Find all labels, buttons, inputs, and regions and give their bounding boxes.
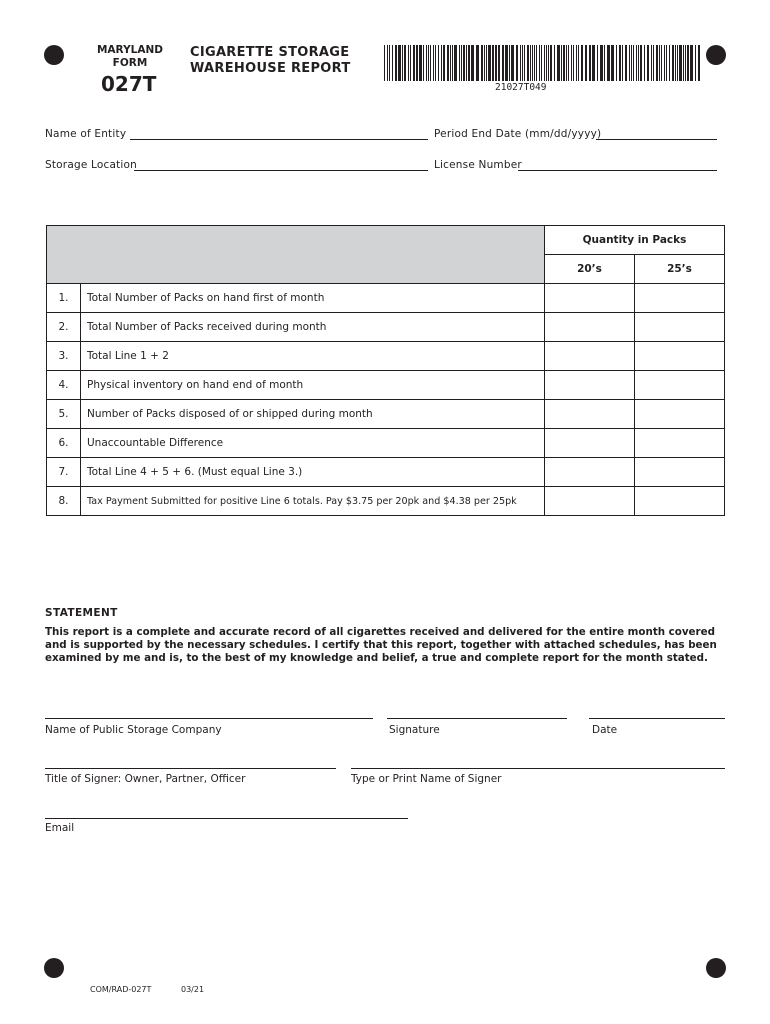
barcode-bar [640,45,642,81]
barcode-bar [611,45,614,81]
line-description: Total Line 1 + 2 [81,342,545,371]
barcode-bar [616,45,617,81]
barcode-bar [450,45,451,81]
state-label: MARYLAND [96,44,163,56]
barcode-bar [428,45,429,81]
barcode-bar [679,45,682,81]
company-name-field[interactable] [45,718,373,719]
statement-text [45,626,725,665]
barcode-bar [498,45,500,81]
barcode-bar [435,45,436,81]
statement-line: This report is a complete and accurate record of all cigarettes received and delivered for the entire month covered [45,626,715,638]
barcode-bar [607,45,610,81]
barcode-bar [581,45,583,81]
line-7-25s-input[interactable] [635,458,725,487]
line-number: 6. [47,429,81,458]
barcode-bar [578,45,579,81]
barcode-bar [459,45,460,81]
statement-line: and is supported by the necessary schedules. I certify that this report, together with attached schedules, has been [45,639,717,651]
signature-label: Signature [389,724,440,736]
barcode-bar [672,45,674,81]
line-number: 2. [47,313,81,342]
barcode-bar [389,45,390,81]
barcode-bar [423,45,424,81]
email-field[interactable] [45,818,408,819]
line-number: 7. [47,458,81,487]
signer-title-field[interactable] [45,768,336,769]
registration-mark-top-left [44,45,64,65]
barcode-bar [600,45,603,81]
barcode-bar [454,45,457,81]
barcode-bar [698,45,700,81]
barcode-bar [638,45,639,81]
line-description: Total Number of Packs received during month [81,313,545,342]
print-name-label: Type or Print Name of Signer [351,773,502,785]
barcode-bar [629,45,630,81]
statement-line: examined by me and is, to the best of my knowledge and belief, a true and complete report for the month stated. [45,652,708,664]
barcode-bar [669,45,670,81]
barcode-bar [530,45,531,81]
table-row [47,342,725,371]
barcode-bar [664,45,665,81]
barcode-bar [536,45,537,81]
barcode-bar [619,45,621,81]
print-name-field[interactable] [351,768,725,769]
form-title [190,45,351,77]
barcode-bar [419,45,422,81]
barcode-bar [622,45,623,81]
form-number: 027T [101,72,157,96]
barcode-bar [402,45,403,81]
col-20s-header: 20’s [545,255,635,284]
barcode-bar [441,45,442,81]
line-2-25s-input[interactable] [635,313,725,342]
location-label: Storage Location [45,159,138,171]
barcode-bar [597,45,598,81]
table-header-shaded [47,226,545,284]
barcode-bar [516,45,518,81]
title-line-2: WAREHOUSE REPORT [190,61,351,76]
barcode-bar [541,45,542,81]
registration-mark-bottom-right [706,958,726,978]
table-row [47,458,725,487]
line-5-20s-input[interactable] [545,400,635,429]
barcode-bar [677,45,678,81]
line-6-25s-input[interactable] [635,429,725,458]
barcode-bar [666,45,667,81]
barcode-bar [573,45,574,81]
barcode-bar [532,45,533,81]
barcode-bar [463,45,465,81]
storage-location-field[interactable] [134,170,428,171]
barcode-bar [416,45,418,81]
table-row [47,487,725,516]
registration-mark-bottom-left [44,958,64,978]
barcode-bar [438,45,439,81]
entity-label: Name of Entity [45,128,127,140]
barcode-bar [484,45,485,81]
barcode-bar [633,45,634,81]
barcode-bar [625,45,627,81]
barcode-bar [492,45,494,81]
quantity-in-packs-header: Quantity in Packs [545,226,725,255]
barcode-bar [502,45,504,81]
line-number: 3. [47,342,81,371]
barcode-bar [644,45,645,81]
barcode-bar [408,45,409,81]
line-description: Total Number of Packs on hand first of month [81,284,545,313]
signature-field[interactable] [387,718,567,719]
date-field[interactable] [589,718,725,719]
registration-mark-top-right [706,45,726,65]
table-row [47,313,725,342]
line-8-20s-input[interactable] [545,487,635,516]
barcode-bar [548,45,549,81]
barcode-bar [413,45,415,81]
barcode-bar [476,45,479,81]
barcode-bar [651,45,652,81]
barcode-bar [566,45,567,81]
form-word: FORM [112,57,148,69]
table-row [47,284,725,313]
barcode-bar [539,45,540,81]
barcode-bar [410,45,411,81]
barcode-bar [687,45,689,81]
barcode-bar [505,45,508,81]
barcode-bar [647,45,649,81]
entity-field[interactable] [130,139,428,140]
line-description: Tax Payment Submitted for positive Line 6 totals. Pay $3.75 per 20pk and $4.38 per 25pk [81,487,545,516]
barcode-bar [466,45,467,81]
line-description: Number of Packs disposed of or shipped during month [81,400,545,429]
barcode-bar [430,45,431,81]
barcode-bar [387,45,388,81]
barcode-bar [571,45,572,81]
barcode-bar [661,45,662,81]
barcode-bar [461,45,462,81]
barcode-bar [520,45,521,81]
table-header-row [47,226,725,255]
barcode-bar [509,45,510,81]
line-3-20s-input[interactable] [545,342,635,371]
barcode-bar [589,45,591,81]
company-name-label: Name of Public Storage Company [45,724,222,736]
line-3-25s-input[interactable] [635,342,725,371]
barcode-bar [468,45,470,81]
barcode-bar [511,45,514,81]
barcode-bar [395,45,397,81]
license-number-field[interactable] [518,170,717,171]
statement-heading: STATEMENT [45,607,118,619]
barcode-bar [557,45,560,81]
line-4-20s-input[interactable] [545,371,635,400]
line-4-25s-input[interactable] [635,371,725,400]
barcode-bar [675,45,676,81]
barcode-bar [690,45,693,81]
barcode-bar [631,45,632,81]
barcode-bar [576,45,577,81]
line-8-25s-input[interactable] [635,487,725,516]
period-end-date-field[interactable] [596,139,717,140]
barcode-bar [695,45,696,81]
barcode-bar [592,45,595,81]
line-1-20s-input[interactable] [545,284,635,313]
barcode-bar [563,45,565,81]
date-label: Date [592,724,618,736]
barcode-bar [534,45,535,81]
table-row [47,429,725,458]
line-description: Physical inventory on hand end of month [81,371,545,400]
barcode-bar [384,45,385,81]
barcode-bar [471,45,474,81]
barcode-bar [481,45,483,81]
line-number: 4. [47,371,81,400]
barcode-bar [683,45,684,81]
barcode-bar [527,45,529,81]
barcode-bar [433,45,434,81]
barcode-bar [561,45,562,81]
barcode-bar [568,45,569,81]
barcode-bar [524,45,525,81]
line-number: 8. [47,487,81,516]
signer-title-label: Title of Signer: Owner, Partner, Officer [45,773,246,785]
barcode-bar [392,45,393,81]
barcode-bar [544,45,545,81]
email-label: Email [45,822,75,834]
barcode-bar [653,45,654,81]
barcode [384,45,702,81]
barcode-bar [426,45,427,81]
table-row [47,400,725,429]
line-description: Unaccountable Difference [81,429,545,458]
license-label: License Number [434,159,522,171]
barcode-bar [604,45,605,81]
line-7-20s-input[interactable] [545,458,635,487]
table-row [47,371,725,400]
barcode-bar [398,45,401,81]
barcode-bar [546,45,547,81]
form-revision: 03/21 [181,985,205,994]
col-25s-header: 25’s [635,255,725,284]
barcode-number: 21027T049 [495,82,547,93]
title-line-1: CIGARETTE STORAGE [190,45,350,60]
line-5-25s-input[interactable] [635,400,725,429]
line-6-20s-input[interactable] [545,429,635,458]
line-2-20s-input[interactable] [545,313,635,342]
barcode-bar [659,45,660,81]
barcode-bar [488,45,491,81]
barcode-bar [522,45,523,81]
barcode-bar [636,45,637,81]
barcode-bar [685,45,686,81]
packs-table [46,225,725,516]
line-description: Total Line 4 + 5 + 6. (Must equal Line 3.) [81,458,545,487]
barcode-bar [452,45,453,81]
form-code: COM/RAD-027T [90,985,152,994]
barcode-bar [447,45,449,81]
barcode-bar [585,45,587,81]
barcode-bar [550,45,552,81]
barcode-bar [656,45,658,81]
form-header [96,44,164,70]
line-number: 1. [47,284,81,313]
line-1-25s-input[interactable] [635,284,725,313]
barcode-bar [495,45,497,81]
barcode-bar [443,45,445,81]
period-label: Period End Date (mm/dd/yyyy) [434,128,602,140]
line-number: 5. [47,400,81,429]
barcode-bar [486,45,487,81]
barcode-bar [404,45,406,81]
barcode-bar [554,45,555,81]
